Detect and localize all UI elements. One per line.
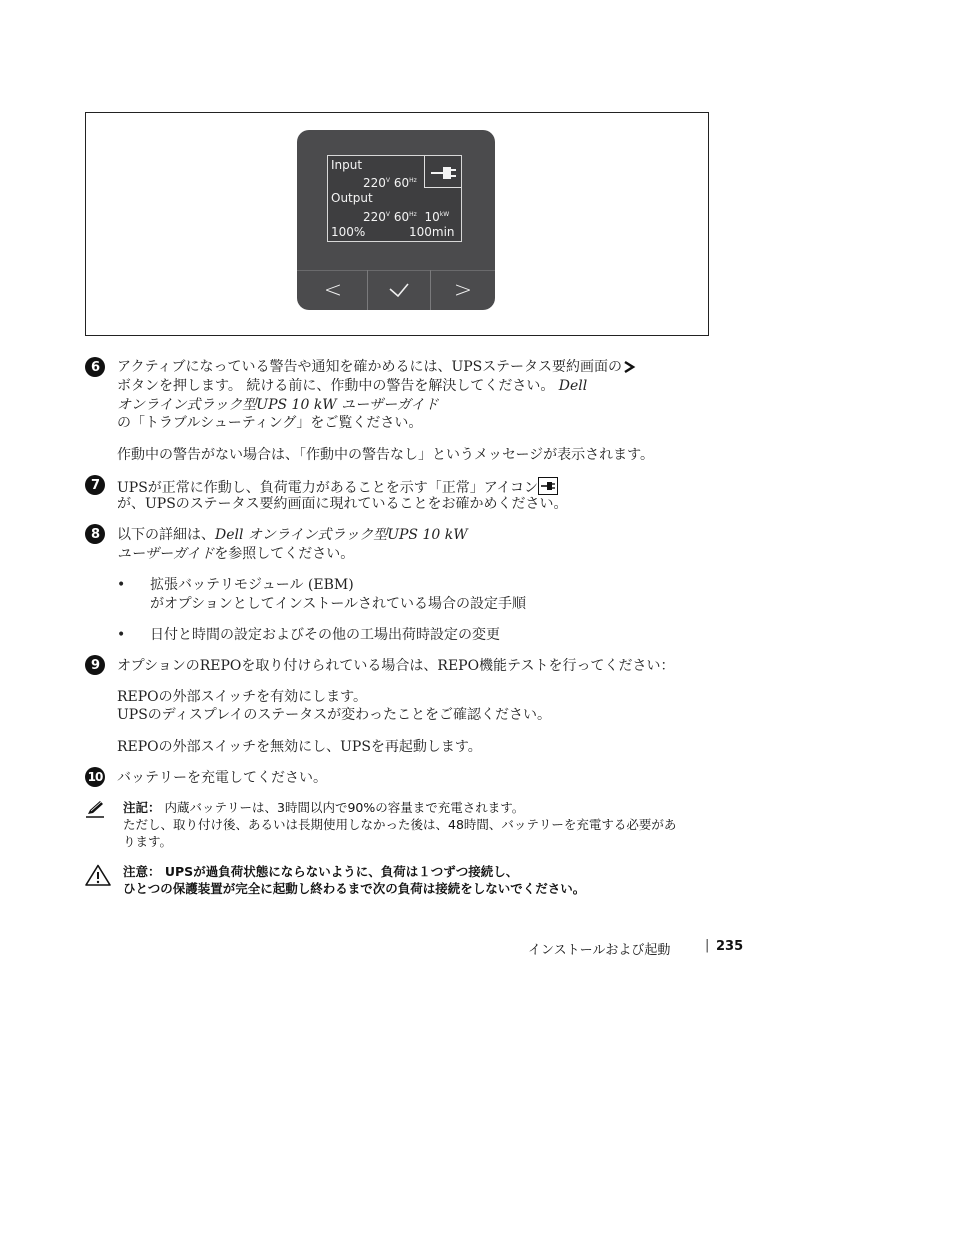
checkmark-icon [388, 282, 410, 298]
footer-section-title: インストールおよび起動 [528, 943, 671, 958]
step9-line4: REPOの外部スイッチを無効にし、UPSを再起動します。 [117, 739, 482, 755]
step-number-10: 10 [85, 767, 105, 787]
step6-line1: アクティブになっている警告や通知を確かめるには、UPSステータス要約画面の [117, 358, 636, 377]
bullet-marker: • [117, 577, 126, 593]
step8-line2: ユーザーガイドを参照してください。 [117, 546, 355, 562]
lcd-output-label: Output [331, 191, 373, 205]
caution-line1: 注意： UPSが過負荷状態にならないように、負荷は１つずつ接続し、 [123, 864, 519, 879]
chevron-right-icon: > [453, 277, 473, 303]
step9-line1: オプションのREPOを取り付けられている場合は、REPO機能テストを行ってください： [117, 658, 675, 674]
step6-line2: ボタンを押します。 続ける前に、作動中の警告を解決してください。 Dell [117, 378, 588, 394]
caution-triangle-icon [85, 864, 111, 890]
bullet1-line2: がオプションとしてインストールされている場合の設定手順 [150, 596, 527, 612]
chevron-left-icon: < [323, 277, 343, 303]
step7-line1: UPSが正常に作動し、負荷電力があることを示す「正常」アイコン [117, 477, 558, 498]
lcd-output-values: $220^V$ $60^{Hz}$ $10^{kW}$ [363, 210, 450, 224]
right-arrow-button[interactable] [431, 272, 495, 308]
bullet1-line1: 拡張バッテリモジュール (EBM) [150, 577, 354, 593]
step9-line2: REPOの外部スイッチを有効にします。 [117, 689, 367, 705]
note-line3: ります。 [123, 834, 173, 849]
caution-line2: ひとつの保護装置が完全に起動し終わるまで次の負荷は接続をしないでください。 [123, 881, 586, 896]
left-arrow-button[interactable] [300, 272, 366, 308]
lcd-load-percent: 100% [331, 225, 366, 239]
footer-separator: | [705, 938, 710, 953]
step-number-9: 9 [85, 655, 105, 675]
step6-line4: の「トラブルシューティング」をご覧ください。 [117, 415, 423, 431]
bullet-marker: • [117, 627, 126, 643]
lcd-input-label: Input [331, 158, 363, 172]
step-number-7: 7 [85, 475, 105, 495]
normal-mode-plug-icon [538, 477, 558, 495]
page-number: 235 [716, 939, 744, 954]
step10-line1: バッテリーを充電してください。 [117, 770, 327, 786]
step-number-6: 6 [85, 357, 105, 377]
note-line1: 注記： 内蔵バッテリーは、3時間以内で90%の容量まで充電されます。 [123, 800, 525, 815]
step-number-8: 8 [85, 524, 105, 544]
lcd-runtime: 100min [409, 225, 455, 239]
step8-line1: 以下の詳細は、Dell オンライン式ラック型UPS 10 kW [117, 527, 468, 543]
step9-line3: UPSのディスプレイのステータスが変わったことをご確認ください。 [117, 707, 552, 723]
note-line2: ただし、取り付け後、あるいは長期使用しなかった後は、48時間、バッテリーを充電する必要があ [123, 817, 677, 832]
step6-line5: 作動中の警告がない場合は、「作動中の警告なし」というメッセージが表示されます。 [117, 447, 655, 463]
step7-line2: が、UPSのステータス要約画面に現れていることをお確かめください。 [117, 496, 568, 512]
note-pencil-icon [85, 800, 105, 822]
step6-guide-title: オンライン式ラック型UPS 10 kW ユーザーガイド [117, 397, 439, 413]
lcd-input-values: $220^V$ $60^{Hz}$ [363, 176, 417, 190]
select-check-button[interactable] [368, 272, 430, 308]
right-chevron-icon [622, 360, 636, 374]
lcd-normal-plug-icon [424, 156, 461, 188]
bullet2: 日付と時間の設定およびその他の工場出荷時設定の変更 [150, 627, 500, 643]
